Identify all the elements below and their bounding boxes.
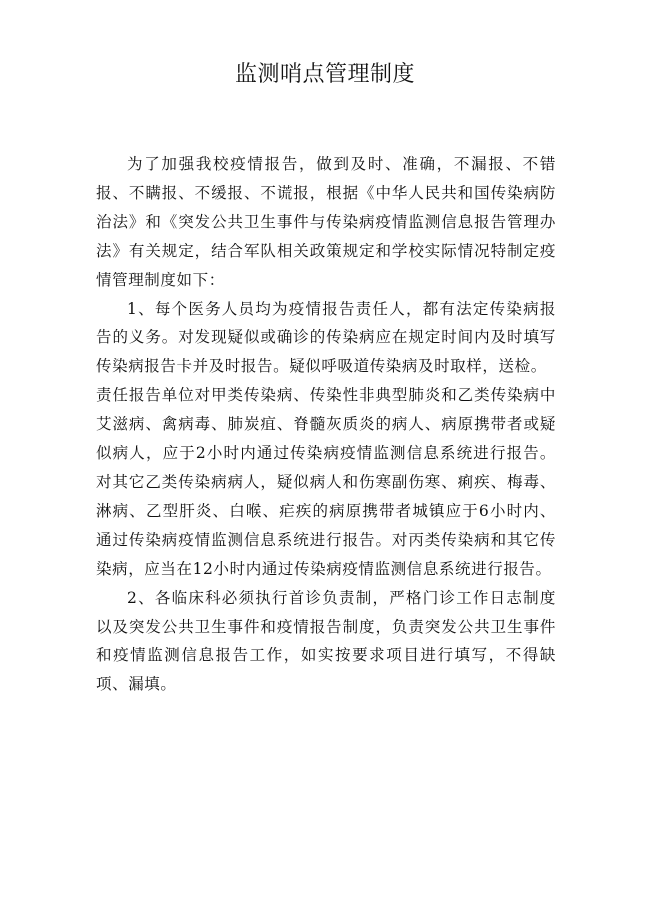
paragraph-item-2: 2、各临床科必须执行首诊负责制，严格门诊工作日志制度以及突发公共卫生事件和疫情报告制度，负责突发公共卫生事件和疫情监测信息报告工作，如实按要求项目进行填写，不得缺项、漏填。 (96, 588, 556, 694)
paragraph-intro: 为了加强我校疫情报告，做到及时、准确，不漏报、不错报、不瞒报、不缓报、不谎报，根据《中华人民共和国传染病防治法》和《突发公共卫生事件与传染病疫情监测信息报告管理办法》有关规定，结合军队相关政策规定和学校实际情况特制定疫情管理制度如下： (96, 155, 556, 289)
paragraph-item-1: 1、每个医务人员均为疫情报告责任人，都有法定传染病报告的义务。对发现疑似或确诊的传染病应在规定时间内及时填写传染病报告卡并及时报告。疑似呼吸道传染病及时取样，送检。 (96, 299, 556, 376)
paragraph-reporting-rules: 责任报告单位对甲类传染病、传染性非典型肺炎和乙类传染病中艾滋病、禽病毒、肺炭疽、脊髓灰质炎的病人、病原携带者或疑似病人，应于2小时内通过传染病疫情监测信息系统进行报告。对其它乙类传染病病人，疑似病人和伤寒副伤寒、痢疾、梅毒、淋病、乙型肝炎、白喉、疟疾的病原携带者城镇应于6小时内、通过传染病疫情监测信息系统进行报告。对丙类传染病和其它传染病，应当在12小时内通过传染病疫情监测信息系统进行报告。 (96, 386, 556, 578)
document-body (96, 150, 556, 699)
document-title: 监测哨点管理制度 (234, 62, 415, 87)
